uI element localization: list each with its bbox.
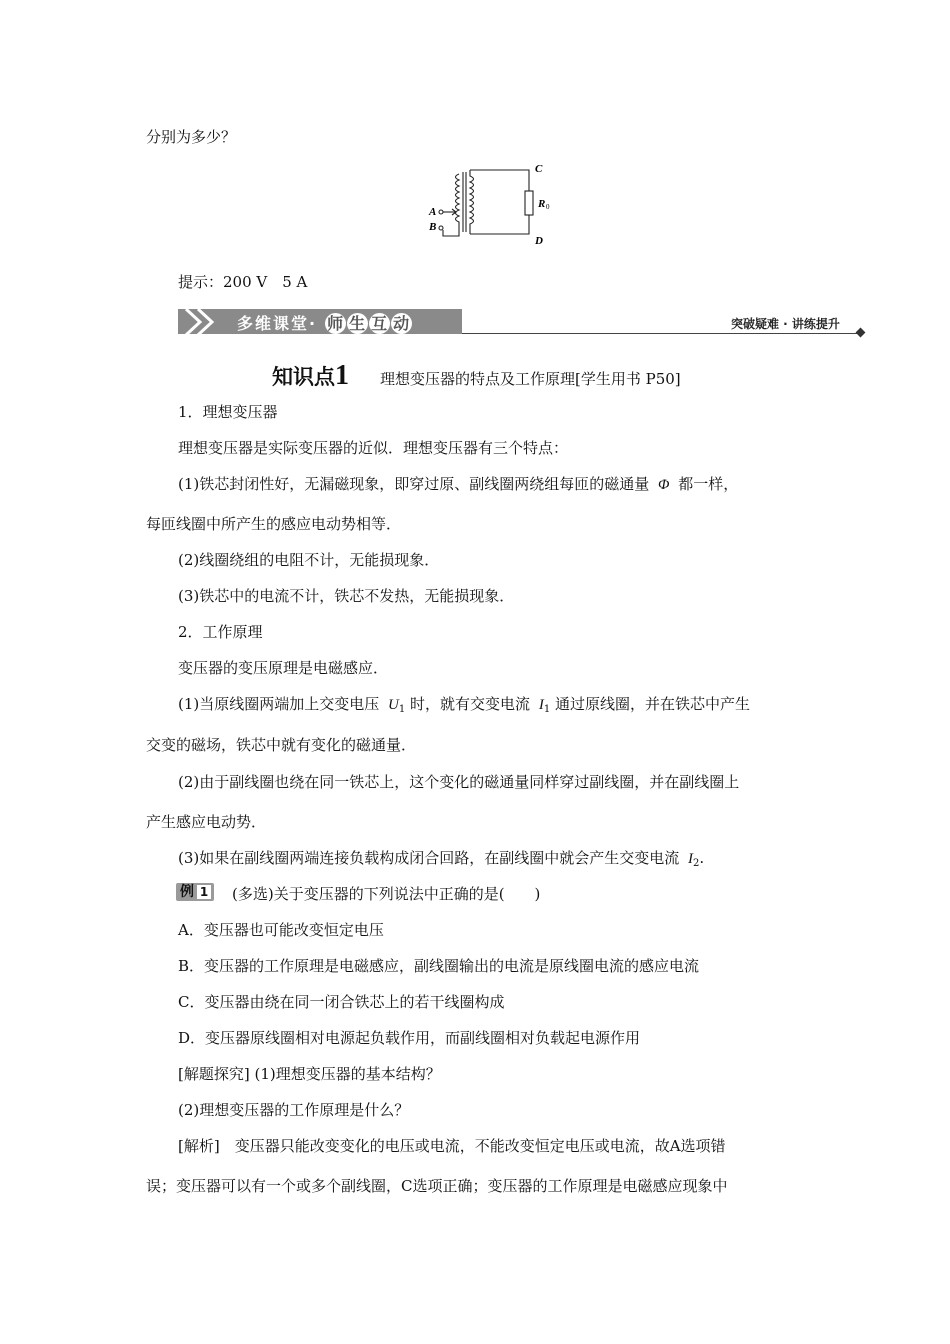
paragraph-12: 产生感应电动势． [146, 813, 267, 831]
paragraph-9-c: 通过原线圈，并在铁芯中产生 [554, 695, 750, 713]
flux-symbol: Φ [658, 477, 670, 493]
paragraph-13 [178, 848, 704, 874]
label-r-sub: 0 [546, 203, 550, 211]
banner-rule [462, 333, 860, 334]
banner-circle-4: 动 [391, 313, 412, 334]
banner-slogan: 突破疑难 · 讲练提升 [731, 317, 840, 331]
banner-title-main: 多维课堂 [237, 314, 310, 333]
paragraph-9 [178, 694, 750, 720]
label-a: A [429, 206, 437, 218]
banner-dot: · [309, 314, 318, 333]
diamond-icon [856, 328, 866, 338]
example-badge-number: 1 [197, 885, 211, 899]
voltage-u: U [388, 697, 399, 713]
current-i2-sub: 2 [693, 858, 700, 869]
current-i1-sub: 1 [543, 704, 551, 715]
label-r: R [538, 198, 546, 210]
example-stem: (多选)关于变压器的下列说法中正确的是( ) [232, 885, 541, 903]
voltage-u-sub: 1 [398, 704, 406, 715]
paragraph-3-b: 都一样， [678, 475, 739, 493]
paragraph-10: 交变的磁场，铁芯中就有变化的磁通量． [146, 736, 417, 754]
question-text: 分别为多少？ [146, 128, 237, 146]
option-b: B．变压器的工作原理是电磁感应，副线圈输出的电流是原线圈电流的感应电流 [178, 957, 700, 975]
banner-title [237, 311, 413, 334]
current-i1: I [538, 697, 544, 713]
hint-text: 提示：200 V 5 A [178, 273, 308, 291]
banner-circle-3: 互 [369, 313, 390, 334]
paragraph-5: (2)线圈绕组的电阻不计，无能损现象． [178, 551, 440, 569]
knowledge-point-heading [272, 360, 349, 392]
option-a: A．变压器也可能改变恒定电压 [178, 921, 384, 939]
paragraph-4: 每匝线圈中所产生的感应电动势相等． [146, 515, 402, 533]
current-i2: I [688, 851, 694, 867]
knowledge-point-number: 1 [335, 360, 349, 391]
paragraph-11: (2)由于副线圈也绕在同一铁芯上，这个变化的磁通量同样穿过副线圈，并在副线圈上 [178, 773, 740, 791]
paragraph-9-a: (1)当原线圈两端加上交变电压 [178, 695, 380, 713]
banner-circle-1: 师 [325, 313, 346, 334]
example-badge [176, 883, 214, 901]
paragraph-8: 变压器的变压原理是电磁感应． [178, 659, 389, 677]
paragraph-9-b: 时，就有交变电流 [410, 695, 531, 713]
paragraph-1: 1．理想变压器 [178, 403, 278, 421]
paragraph-7: 2．工作原理 [178, 623, 263, 641]
explore-2: (2)理想变压器的工作原理是什么？ [178, 1101, 410, 1119]
knowledge-point-label: 知识点 [272, 365, 335, 389]
paragraph-3 [178, 474, 738, 495]
paragraph-3-a: (1)铁芯封闭性好，无漏磁现象，即穿过原、副线圈两绕组每匝的磁通量 [178, 475, 650, 493]
label-d: D [535, 235, 543, 247]
example-badge-label: 例 [180, 884, 194, 900]
label-c: C [535, 163, 543, 175]
transformer-circuit-figure [425, 158, 565, 250]
analysis-line-1: [解析] 变压器只能改变变化的电压或电流，不能改变恒定电压或电流，故A选项错 [178, 1137, 726, 1155]
paragraph-2: 理想变压器是实际变压器的近似．理想变压器有三个特点： [178, 439, 569, 457]
paragraph-6: (3)铁芯中的电流不计，铁芯不发热，无能损现象． [178, 587, 515, 605]
double-chevron-icon [182, 306, 232, 338]
option-c: C．变压器由绕在同一闭合铁芯上的若干线圈构成 [178, 993, 505, 1011]
paragraph-13-b: . [699, 849, 705, 867]
option-d: D．变压器原线圈相对电源起负载作用，而副线圈相对负载起电源作用 [178, 1029, 641, 1047]
analysis-line-2: 误；变压器可以有一个或多个副线圈，C选项正确；变压器的工作原理是电磁感应现象中 [146, 1177, 728, 1195]
explore-1: [解题探究] (1)理想变压器的基本结构？ [178, 1065, 441, 1083]
banner-circle-2: 生 [347, 313, 368, 334]
knowledge-point-subtitle: 理想变压器的特点及工作原理[学生用书 P50] [380, 370, 681, 388]
label-b: B [429, 221, 437, 233]
paragraph-13-a: (3)如果在副线圈两端连接负载构成闭合回路，在副线圈中就会产生交变电流 [178, 849, 680, 867]
